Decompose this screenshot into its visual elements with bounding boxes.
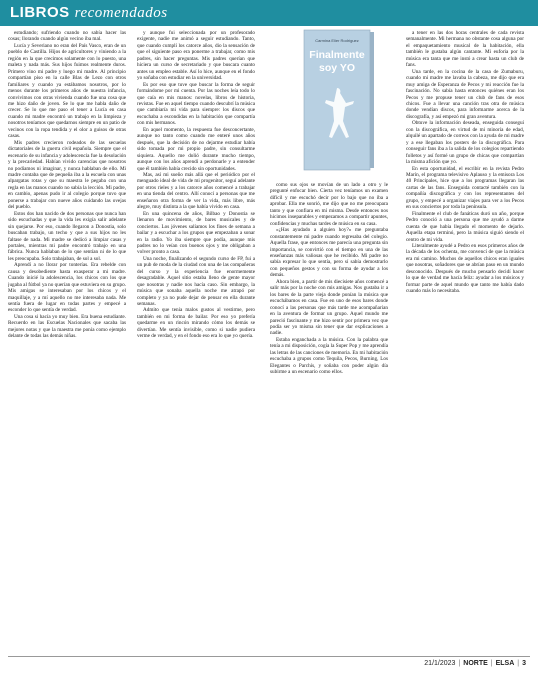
- section-name: recomendados: [74, 5, 168, 21]
- article-paragraph: Mis padres crecieron rodeados de las secuelas dictatoriales de la guerra civil española. Siempre que el escenario de su infancia y adolescencia fue la desolación y la precariedad. Habían vivido carencias que nosotros no podíamos ni imaginar, y nunca hablaban de ello. Mi madre contaba que de pequeña iba a la escuela con unas alpargatas rotas y que su maestra le pegaba con una regla en las manos cuando no sabía la lección. Mi padre, en cambio, apenas pudo ir al colegio porque tuvo que ponerse a trabajar con nueve años cuidando las ovejas del pueblo.: [8, 139, 126, 211]
- section-title: [10, 4, 168, 22]
- article-paragraph: Ahora bien, a partir de mis diecisiete años comencé a salir más por la noche con mis amigas. Nos gustaba ir a los bares de la parte vieja donde ponían la música que escuchábamos en casa. Fue en uno de esos bares donde conocí a las personas que más tarde me acompañarían en la aventura de formar un grupo. Aquel mundo me pareció fascinante y me hizo sentir por primera vez que podía ser yo misma sin tener que dar explicaciones a nadie.: [270, 278, 388, 337]
- article-paragraph: Estaba enganchada a la música. Con la palabra que tenía a mi disposición, cogía la Super Pop y me aprendía las letras de las canciones de memoria. En mi habitación escuchaba a grupos como Tequila, Pecos, Burning, Los Elegantes o Parchís, y soñaba con poder algún día subirme a un escenario como ellos.: [270, 336, 388, 376]
- book-title-line1: Finalmente: [309, 49, 365, 61]
- article-paragraph: Es por eso que tuve que buscar la forma de seguir formándome por mi cuenta. Por las noches leía todo lo que caía en mis manos: novelas, libros de historia, revistas. Fue en aquel tiempo cuando descubrí la música que cambiaría mi vida para siempre: los discos que escuchaba a escondidas en la habitación que compartía con mis hermanos.: [137, 81, 255, 127]
- article-paragraph: estudiando; sufriendo cuando no sabía hacer las cosas; llorando cuando algún vecino iba mal.: [8, 30, 126, 43]
- article-paragraph: Una cosa si hacía yo muy bien. Era buena estudiante. Recuerdo en las Escuelas Nacionales que sacaba las mejores notas y que la maestra me ponía como ejemplo delante de todas las demás niñas.: [8, 313, 126, 340]
- article-paragraph: Estos dos han nacido de dos personas que nunca han sido escuchadas y que la vida les exigía salir adelante sin quejarse. Por eso, cuando llegaron a Donostia, solo buscaban trabajo, un techo y que a sus hijos no les faltase de nada. Mi madre se dedicó a limpiar casas y portales, mientras mi padre encontró trabajo en una fábrica. Nunca hablaban de lo que sentían ni de lo que les preocupaba. Solo trabajaban, de sol a sol.: [8, 210, 126, 262]
- footer-date: 21/1/2023: [424, 660, 456, 667]
- article-column-1: [8, 30, 126, 650]
- article-paragraph: como sus ojos se movían de un lado a otro y le pregunté enfocar bien. Cierta vez teníamos un examen difícil y me escuchó decir por lo bajo que no iba a aprobar. Ella me sonrió, me dijo que no me preocupara tanto y que confiara en mí misma. Desde entonces nos hicimos inseparables y empezamos a compartir apuntes, confidencias y muchas tardes de música en su casa.: [270, 182, 388, 227]
- article-paragraph: Admito que tenía malos gustos al vestirme, pero también en mi forma de bailar. Por eso yo prefería quedarme en un rincón mirando cómo los demás se divertían. Me sentía invisible, como si nadie pudiera verme de verdad, y en el fondo eso era lo que yo quería.: [137, 307, 255, 340]
- article-paragraph: Aprendí a no llorar por tonterías. Era rebelde con causa y desobediente hasta exasperar a mi madre. Cuando inicié la adolescencia, los chicos con los que jugaba al fútbol ya no querían que estuviera en su grupo. Mis amigas se interesaban por los chicos y el maquillaje, y a mí aquello no me interesaba nada. Me sentía fuera de lugar en todas partes y empecé a esconder lo que sentía de verdad.: [8, 262, 126, 314]
- article-column-4: [406, 30, 524, 650]
- article-paragraph: En esta oportunidad, el escribir en la revista Pedro Marín, el programa televisivo Aplauso y la emisora Los 40 Principales, hice que a los programas llegaran las cartas de las fans. Enseguida contacté también con la compañía discográfica y con los representantes del grupo, y empecé a organizar viajes para ver a los Pecos en sus conciertos por toda la península.: [406, 165, 524, 211]
- article-paragraph: y aunque fui seleccionada por un profesorado exigente, nadie me animó a seguir estudiando. Tanto, que cuando cumplí los catorce años, dio la sensación de que el siguiente paso era ponerme a trabajar, como mis padres, sin hacer preguntas. Mis padres querían que hiciera un curso de secretariado y que buscara cuanto antes un empleo estable. Así lo hice, aunque en el fondo yo soñaba con estudiar en la universidad.: [137, 30, 255, 82]
- page-footer: [0, 656, 538, 674]
- article-paragraph: Una noche, finalizando el segundo curso de FP, fui a un pub de moda de la ciudad con una de las compañeras del curso y la experiencia fue enormemente desagradable. Aquel sitio estaba lleno de gente mayor que nosotras y nadie nos hacía caso. Sin embargo, la música que sonaba aquella noche me atrapó por completo y ya no pude dejar de pensar en ella durante semanas.: [137, 255, 255, 308]
- section-header: [0, 0, 538, 26]
- article-paragraph: Finalmente el club de fanáticas duró un año, porque Pedro conoció a una persona que me ayudó a darme cuenta de que había llegado el momento de dejarlo. Aquella etapa terminó, pero la música siguió siendo el centro de mi vida.: [406, 210, 524, 243]
- article-paragraph: En una quincena de años, Bilbao y Donostia se llenaron de movimiento, de bares musicales y de conciertos. Los jóvenes salíamos los fines de semana a bailar y a escuchar a los grupos que empezaban a sonar en la radio. Yo iba siempre que podía, aunque mis padres no lo veían con buenos ojos y me obligaban a volver pronto a casa.: [137, 210, 255, 256]
- footer-rule: [8, 656, 530, 657]
- footer-newspaper: NORTE: [463, 660, 488, 667]
- article-paragraph: Lucía y Severiano no eran del País Vasco, eran de un pueblo de Castilla. Hijos de agricultores y viniendo a la región en la que crecimos solamente con lo puesto, una maleta y nada más. Sus hijos fuimos realmente duros. Primero vino mi padre y luego mi madre. Al principio compartían piso en la calle Blas de Lezo con otros familiares y cuando ya estábamos nosotros, por lo menos durante los primeros años de nuestra infancia, convivimos con otras vivienda cuando fue una cosa que me hizo daño de joven. Se lo que me habla daño de crecer. Se lo que me paso el tener a Lucía en casa cuando mi madre encontró un trabajo en la limpieza y nosotros teníamos que quedarnos siempre en un patio de vecinos con la ropa tendida y el olor a guisos de otras casas.: [8, 42, 126, 140]
- article-column-2: [137, 30, 255, 650]
- article-column-3: [270, 182, 388, 650]
- article-paragraph: Mas, así mi sueño más allá que el periódico por el menguado ideal de vida de mi progenitor, seguí adelante por otros rieles y a los catorce años comencé a trabajar en una tienda del centro. Allí conocí a personas que me enseñaron otra forma de ver la vida, más libre, más alegre, muy distinta a la que había vivido en casa.: [137, 171, 255, 211]
- book-cover: [274, 28, 398, 176]
- book-title-line2: soy YO: [319, 62, 355, 74]
- footer-info: 21/1/2023 | NORTE | ELSA | 3: [424, 660, 526, 667]
- footer-page-number: 3: [522, 660, 526, 667]
- article-paragraph: Obtuve la información deseada, enseguida conseguí con la discográfica, en virtud de mi minoría de edad, alquilé un apartado de correos con la ayuda de mi madre y a ese llegaban los posters de la discográfica. Para conseguir fans iba a la salida de los colegios repartiendo folletos y así formé un grupo de chicas que compartían la misma afición que yo.: [406, 120, 524, 166]
- footer-magazine: ELSA: [495, 660, 515, 667]
- article-paragraph: Literalmente ayudé a Pedro en esos primeros años de la década de los ochenta, me convencí de que la música era mi camino. Muchos de aquellos chicos eran iguales que nosotras, soñadores que se abrían paso en un mundo desconocido. Después de mucho pensarlo decidí hacer lo que de verdad me hacía feliz: ayudar a los músicos y formar parte de aquel mundo que tanto me había dado cuando más lo necesitaba.: [406, 242, 524, 295]
- article-paragraph: En aquel momento, la respuesta fue desconcertante, aunque no tanto como cuando me enteré unos años después, que la decisión de no dejarme estudiar había sido tomada por mi propio padre, sin consultarme siquiera. Aquello me dolió durante mucho tiempo, aunque con los años aprendí a perdonarle y a entender que él también había crecido sin oportunidades.: [137, 126, 255, 172]
- article-paragraph: «¿Has ayudado a alguien hoy?» me preguntaba constantemente mi padre cuando regresaba del colegio. Aquella frase, que entonces me parecía una pregunta sin importancia, se convirtió con el tiempo en una de las enseñanzas más valiosas que he recibido. Mi padre no sabía expresar lo que sentía, pero sí sabía demostrarlo con pequeños gestos y con su forma de ayudar a los demás.: [270, 227, 388, 279]
- section-kicker: LIBROS: [10, 4, 70, 21]
- book-author: Carmina Elier Rodriguez: [315, 38, 359, 43]
- article-paragraph: Una tarde, en la cocina de la casa de Zumaburu, cuando mi madre me lavaba la cabeza, me dijo que era muy amiga de Esperanza de Pecos y mi reacción fue la fascinación. No sabía hasta entonces quiénes eran los Pecos y me propuse tener un club de fans de esos chicos. Fue a llevar una canción tras otra de música donde vendían discos, para informarme acerca de la discografía, y así empezó mi gran aventura.: [406, 68, 524, 120]
- article-paragraph: a tener en las dos horas centrales de cada revista semanalmente. Mi hermana no obstante cosa alguna por el empaquetamiento musical de la habitación, ella también le gustaba algún cantante. Mi euforia por la música era tanta que me instó a crear hasta un club de fans.: [406, 30, 524, 69]
